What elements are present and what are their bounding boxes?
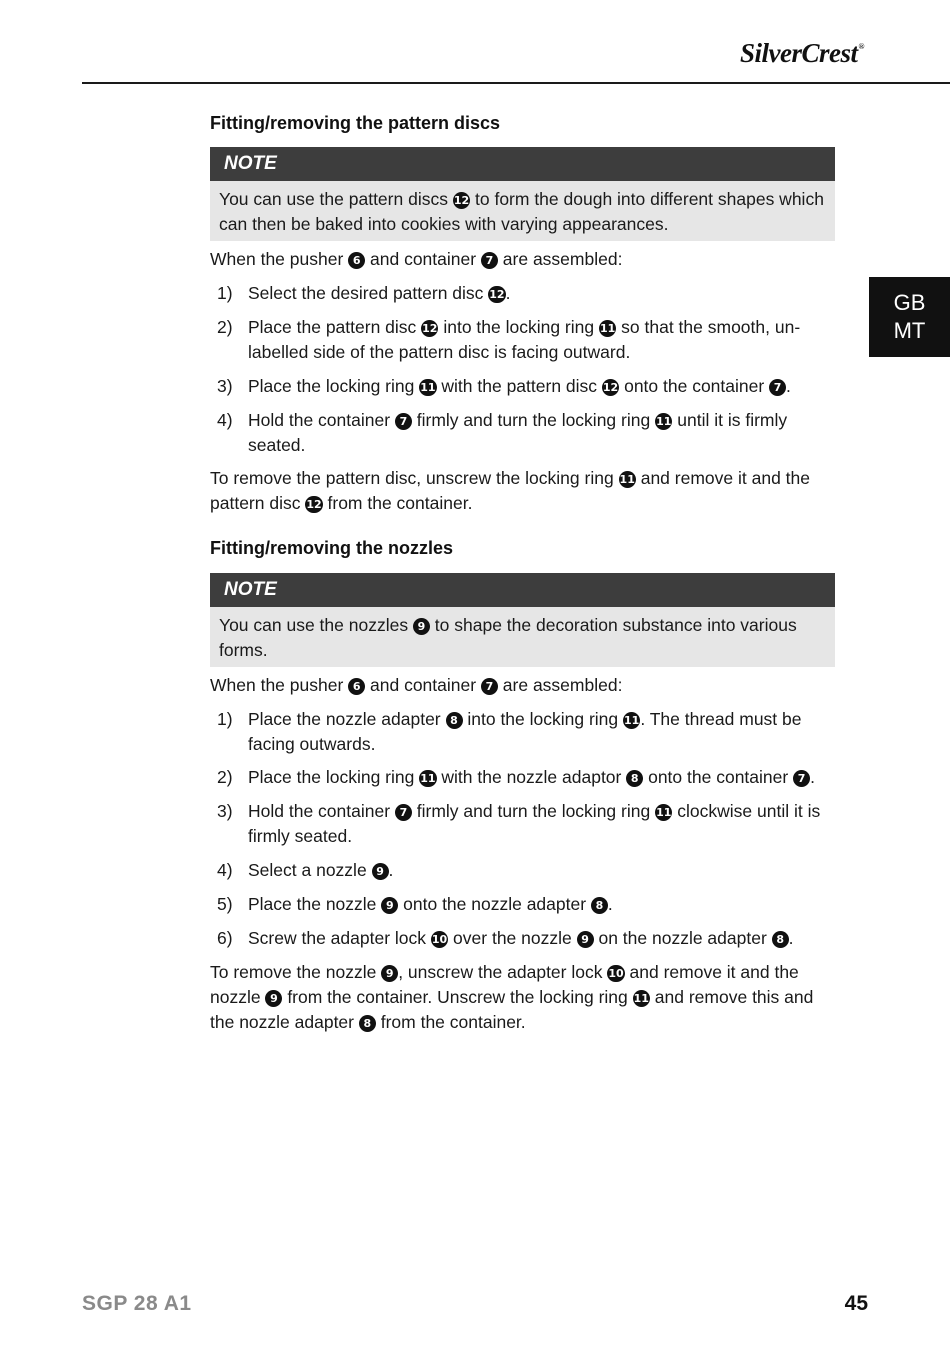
section-heading-pattern-discs: Fitting/removing the pattern discs bbox=[210, 113, 501, 133]
reference-number-badge: 11 bbox=[420, 381, 436, 394]
reference-number-badge: 12 bbox=[453, 194, 470, 207]
header-rule bbox=[82, 82, 950, 84]
step-text: Place the nozzle adapter 8 into the locking ring 11. The thread must be facing outwards. bbox=[248, 709, 802, 754]
reference-number-badge: 6 bbox=[348, 678, 365, 695]
reference-number-badge: 11 bbox=[619, 473, 635, 486]
brand-name: SilverCrest bbox=[740, 38, 858, 68]
reference-number-badge: 8 bbox=[591, 897, 608, 914]
note-body: You can use the pattern discs 12 to form the dough into different shapes which can then be baked into cookies with varying appearances. bbox=[210, 181, 835, 241]
reference-number-badge: 11 bbox=[633, 992, 649, 1005]
note-header: NOTE bbox=[210, 573, 835, 607]
step-text: Place the locking ring 11 with the pattern disc 12 onto the container 7 . bbox=[248, 376, 791, 396]
reference-number-badge: 12 bbox=[422, 322, 438, 335]
reference-number-badge: 11 bbox=[656, 415, 672, 428]
model-number: SGP 28 A1 bbox=[82, 1292, 192, 1315]
reference-number-badge: 11 bbox=[656, 806, 672, 819]
language-code-mt: MT bbox=[893, 318, 926, 343]
note-header: NOTE bbox=[210, 147, 835, 181]
reference-number-badge: 11 bbox=[599, 322, 616, 335]
step-text: Place the pattern disc 12 into the locking ring 11 so that the smooth, un-labelled side of the pattern disc is facing outward. bbox=[248, 317, 801, 362]
reference-number-badge: 8 bbox=[446, 712, 463, 729]
step-number: 5) bbox=[217, 894, 233, 914]
reference-number-badge: 10 bbox=[431, 933, 448, 946]
step-text: Hold the container 7 firmly and turn the locking ring 11 clockwise until it is firmly seated. bbox=[248, 801, 821, 846]
reference-number-badge: 9 bbox=[381, 897, 398, 914]
step-number: 1) bbox=[217, 709, 233, 729]
step-number: 2) bbox=[217, 767, 233, 787]
reference-number-badge: 9 bbox=[372, 863, 389, 880]
reference-number-badge: 11 bbox=[624, 714, 640, 727]
intro-paragraph: When the pusher 6 and container 7 are assembled: bbox=[210, 675, 623, 695]
step-number: 6) bbox=[217, 928, 233, 948]
step-number: 4) bbox=[217, 860, 233, 880]
step-number: 2) bbox=[217, 317, 233, 337]
reference-number-badge: 6 bbox=[348, 252, 365, 269]
note-body: You can use the nozzles 9 to shape the decoration substance into various forms. bbox=[210, 607, 835, 667]
section-heading-nozzles: Fitting/removing the nozzles bbox=[210, 538, 454, 558]
step-text: Place the nozzle 9 onto the nozzle adapter 8 . bbox=[248, 894, 613, 914]
reference-number-badge: 9 bbox=[265, 990, 282, 1007]
step-text: Screw the adapter lock 10 over the nozzle 9 on the nozzle adapter 8 . bbox=[248, 928, 794, 948]
reference-number-badge: 12 bbox=[602, 381, 619, 394]
step-text: Place the locking ring 11 with the nozzle adaptor 8 onto the container 7 . bbox=[248, 767, 815, 787]
reference-number-badge: 7 bbox=[769, 379, 786, 396]
step-number: 3) bbox=[217, 376, 233, 396]
step-text: Select the desired pattern disc 12. bbox=[248, 283, 511, 303]
reference-number-badge: 12 bbox=[306, 498, 322, 511]
reference-number-badge: 11 bbox=[420, 772, 436, 785]
reference-number-badge: 8 bbox=[359, 1015, 376, 1032]
brand-logo bbox=[740, 38, 864, 69]
step-text: Select a nozzle 9 . bbox=[248, 860, 394, 880]
reference-number-badge: 7 bbox=[395, 413, 412, 430]
step-number: 1) bbox=[217, 283, 233, 303]
intro-paragraph: When the pusher 6 and container 7 are assembled: bbox=[210, 249, 623, 269]
registered-mark: ® bbox=[858, 42, 864, 51]
reference-number-badge: 9 bbox=[381, 965, 398, 982]
reference-number-badge: 8 bbox=[626, 770, 643, 787]
language-tab bbox=[869, 277, 950, 357]
reference-number-badge: 7 bbox=[395, 804, 412, 821]
reference-number-badge: 9 bbox=[413, 618, 430, 635]
step-number: 3) bbox=[217, 801, 233, 821]
language-code-gb: GB bbox=[893, 290, 926, 315]
reference-number-badge: 8 bbox=[772, 931, 789, 948]
step-text: Hold the container 7 firmly and turn the locking ring 11 until it is firmly seated. bbox=[248, 410, 788, 455]
reference-number-badge: 9 bbox=[577, 931, 594, 948]
reference-number-badge: 12 bbox=[489, 288, 505, 301]
reference-number-badge: 10 bbox=[608, 967, 624, 980]
step-number: 4) bbox=[217, 410, 233, 430]
reference-number-badge: 7 bbox=[793, 770, 810, 787]
page-number: 45 bbox=[844, 1292, 868, 1315]
reference-number-badge: 7 bbox=[481, 678, 498, 695]
outro-paragraph: To remove the pattern disc, unscrew the locking ring 11 and remove it and the pattern disc 12 from the container. bbox=[210, 468, 810, 513]
reference-number-badge: 7 bbox=[481, 252, 498, 269]
outro-paragraph: To remove the nozzle 9 , unscrew the adapter lock 10 and remove it and the nozzle 9 from the container. Unscrew the locking ring 11 and remove this and the nozzle adapter 8 from the container. bbox=[210, 962, 814, 1032]
